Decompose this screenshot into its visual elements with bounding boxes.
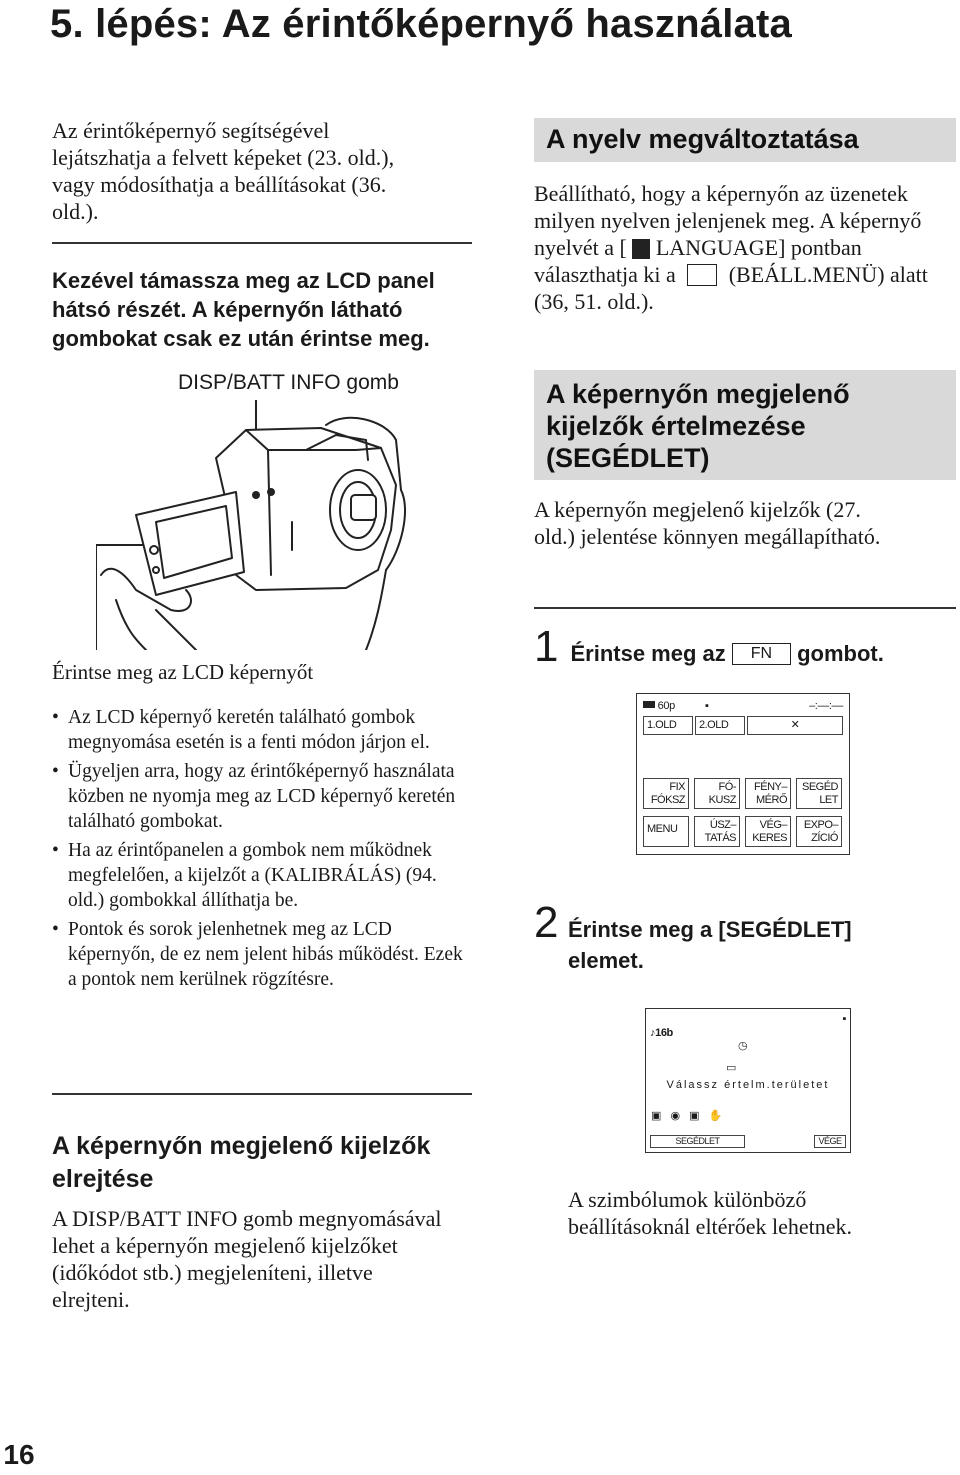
fn-screen [636, 693, 850, 855]
end-search-button[interactable]: VÉG– KERES [745, 816, 791, 847]
step-text-after: gombot. [797, 641, 884, 666]
page-number: 16 [3, 1439, 35, 1470]
fader-button[interactable]: ÚSZ– TATÁS [694, 816, 740, 847]
list-item: • Ha az érintőpanelen a gombok nem működnek megfelelően, a kijelzőt a (KALIBRÁLÁS) (94. old.) gombokkal állíthatja be. [52, 838, 472, 913]
step-text-before: Érintse meg az [570, 641, 726, 666]
list-item: • Ügyeljen arra, hogy az érintőképernyő használata közben ne nyomja meg az LCD képernyő keretén található gombokat. [52, 759, 472, 834]
setup-menu-icon [687, 264, 717, 286]
battery-icon [643, 701, 655, 708]
focus-button[interactable]: FÓ- KUSZ [694, 778, 740, 809]
exposure-button[interactable]: EXPO– ZÍCIÓ [796, 816, 842, 847]
menu-button[interactable]: MENU [643, 816, 689, 847]
note-text: A szimbólumok különböző beállításoknál eltérőek lehetnek. [568, 1187, 853, 1239]
step-number: 1 [534, 622, 559, 671]
language-section-text [534, 180, 954, 315]
language-text-part3: (BEÁLL.MENÜ) alatt (36, 51. old.). [534, 262, 928, 314]
scene-icons: ▣ ◉ ▣ ✋ [651, 1110, 726, 1122]
status-mode: 60p [657, 700, 675, 712]
bullet-list [52, 705, 472, 996]
guide-button[interactable]: SEGÉD LET [796, 778, 842, 809]
fix-focus-button[interactable]: FIX FÓKSZ [643, 778, 689, 809]
end-button[interactable]: VÉGE [814, 1135, 846, 1148]
page2-tab[interactable]: 2.OLD [695, 716, 745, 735]
timecode: –:––:–– [809, 700, 843, 712]
close-button[interactable]: ✕ [747, 716, 843, 735]
language-section-heading: A nyelv megváltoztatása [534, 118, 956, 162]
battery-indicator [643, 700, 675, 712]
hide-section-heading: A képernyőn megjelenő kijelzők elrejtése [52, 1132, 431, 1193]
list-item: • Az LCD képernyő keretén található gombok megnyomása esetén is a fenti módon járjon el. [52, 705, 472, 755]
timer-icon: ◷ [738, 1040, 748, 1052]
step-text: Érintse meg a [SEGÉDLET] elemet. [568, 917, 852, 973]
language-text-part1: Beállítható, hogy a képernyőn az üzenetek milyen nyelven jelenjenek meg. A képernyő nyelvét a [ [534, 181, 922, 260]
list-item: • Pontok és sorok jelenhetnek meg az LCD képernyőn, de ez nem jelent hibás működést. Ezek a pontok nem kerülnek rögzítésre. [52, 917, 472, 992]
camcorder-illustration [96, 400, 426, 650]
hide-section-text: A DISP/BATT INFO gomb megnyomásával lehet a képernyőn megjelenő kijelzőket (időkódot stb.) megjeleníteni, illetve elrejteni. [52, 1206, 442, 1312]
metering-button[interactable]: FÉNY– MÉRŐ [745, 778, 791, 809]
fn-button[interactable]: FN [732, 643, 791, 665]
page1-tab[interactable]: 1.OLD [643, 716, 693, 735]
divider [52, 242, 472, 244]
guide-screen [645, 1008, 851, 1153]
lcd-touch-label: Érintse meg az LCD képernyőt [52, 660, 314, 684]
standby-icon: ▪ [842, 1013, 846, 1025]
guide-section-text: A képernyőn megjelenő kijelzők (27. old.) jelentése könnyen megállapítható. [534, 497, 881, 549]
divider [52, 1093, 472, 1095]
disp-button-label: DISP/BATT INFO gomb [178, 371, 399, 394]
step-1 [534, 622, 959, 672]
guide-area-button[interactable]: SEGÉDLET [650, 1135, 745, 1148]
guide-section-heading: A képernyőn megjelenő kijelzők értelmezése (SEGÉDLET) [534, 370, 956, 480]
guide-prompt: Válassz értelm.területet [666, 1079, 830, 1091]
language-icon [632, 239, 650, 259]
language-text-part2: LANGUAGE] pontban választhatja ki a [534, 235, 862, 287]
step-number: 2 [534, 898, 559, 947]
intro-text: Az érintőképernyő segítségével lejátszhatja a felvett képeket (23. old.), vagy módosíthatja a beállításokat (36. old.). [52, 118, 395, 224]
audio-mode: ♪16b [650, 1027, 673, 1039]
standby-icon: ▪ [705, 700, 709, 712]
divider [534, 607, 956, 609]
wide-icon: ▭ [726, 1062, 736, 1074]
instruction-text: Kezével támassza meg az LCD panel hátsó részét. A képernyőn látható gombokat csak ez után érintse meg. [52, 268, 435, 351]
page-title: 5. lépés: Az érintőképernyő használata [50, 2, 792, 46]
